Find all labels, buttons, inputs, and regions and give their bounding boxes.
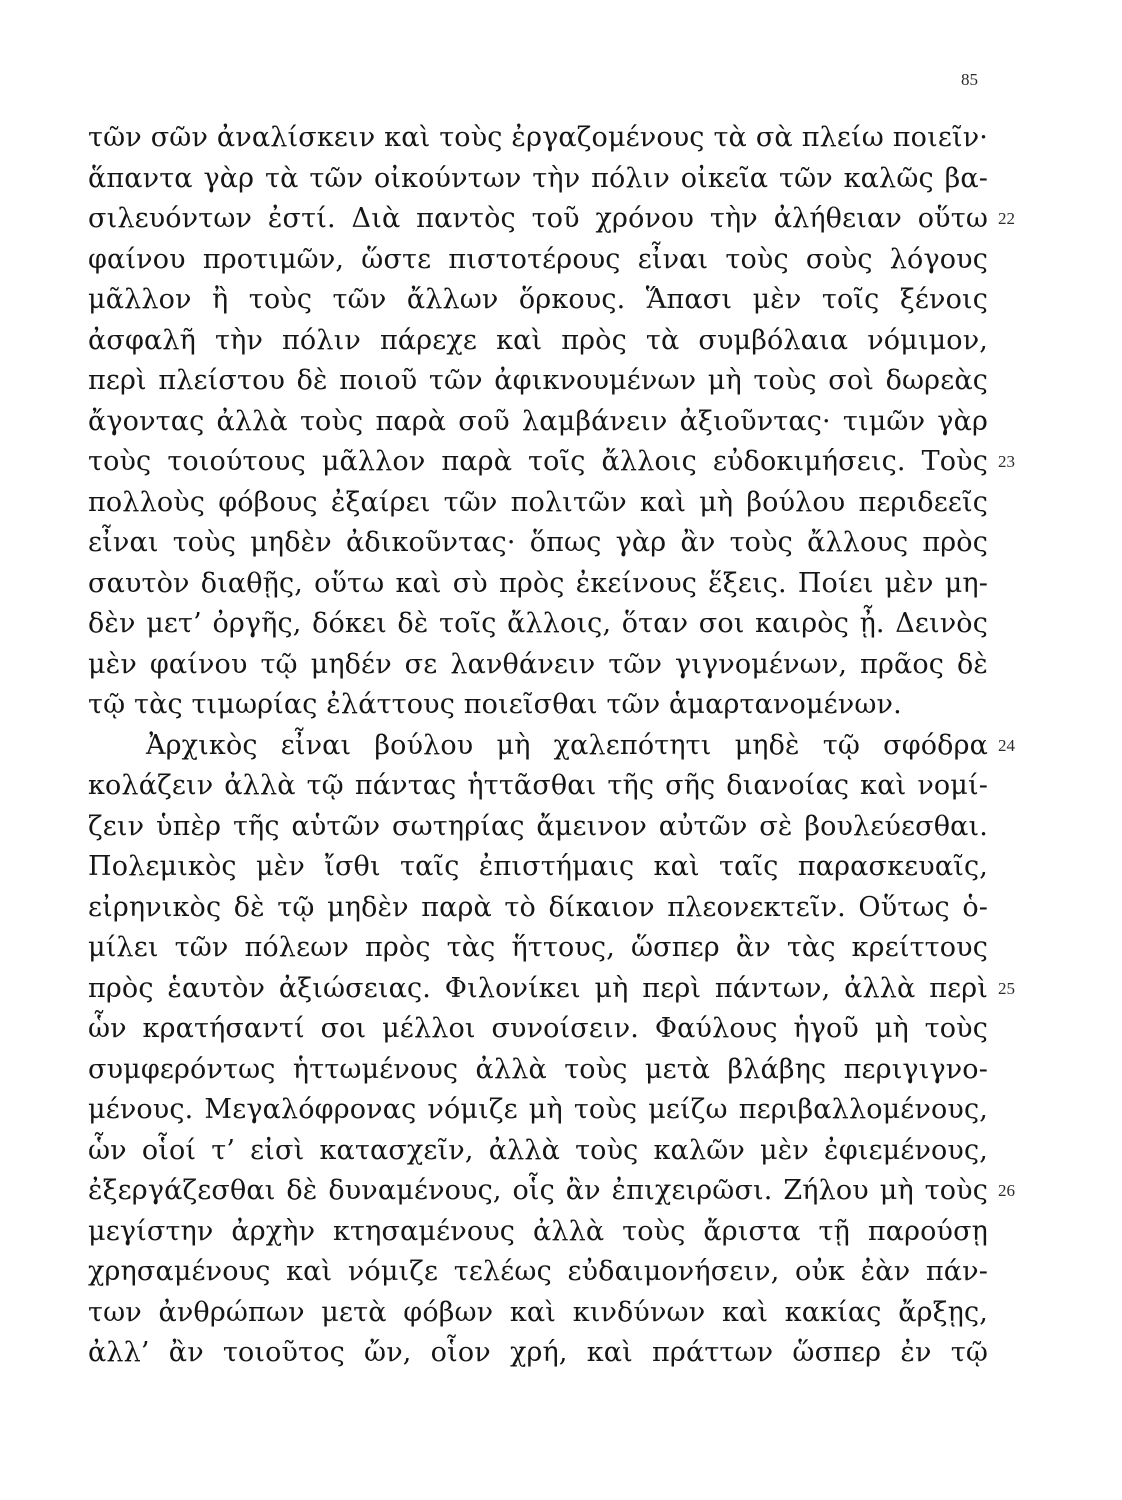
text-line-content: μὲν φαίνου τῷ μηδέν σε λανθάνειν τῶν γιγνομένων, πρᾶος δὲ — [88, 648, 988, 680]
text-line-content: μένους. Μεγαλόφρονας νόμιζε μὴ τοὺς μείζω περιβαλλομένους, — [88, 1094, 988, 1125]
text-line-content: ἐξεργάζεσθαι δὲ δυναμένους, οἷς ἂν ἐπιχειρῶσι. Ζήλου μὴ τοὺς — [88, 1175, 988, 1206]
text-line-content: μᾶλλον ἢ τοὺς τῶν ἄλλων ὅρκους. Ἅπασι μὲν τοῖς ξένοις — [88, 284, 988, 315]
text-line — [88, 523, 988, 564]
section-number: 23 — [998, 452, 1015, 471]
text-line-content: περὶ πλείστου δὲ ποιοῦ τῶν ἀφικνουμένων μὴ τοὺς σοὶ δωρεὰς — [88, 365, 988, 396]
section-number: 26 — [998, 1181, 1015, 1200]
text-line-content: ἅπαντα γὰρ τὰ τῶν οἰκούντων τὴν πόλιν οἰκεῖα τῶν καλῶς βα- — [88, 162, 988, 194]
text-line — [88, 847, 988, 888]
text-line-content: δὲν μετ’ ὀργῆς, δόκει δὲ τοῖς ἄλλοις, ὅταν σοι καιρὸς ᾖ. Δεινὸς — [88, 608, 988, 639]
text-line-content: συμφερόντως ἡττωμένους ἀλλὰ τοὺς μετὰ βλάβης περιγιγνο- — [88, 1053, 988, 1085]
text-line-content: Ἀρχικὸς εἶναι βούλου μὴ χαλεπότητι μηδὲ τῷ σφόδρα — [146, 729, 988, 761]
text-line-content: σαυτὸν διαθῇς, οὕτω καὶ σὺ πρὸς ἐκείνους ἕξεις. Ποίει μὲν μη- — [88, 567, 988, 599]
text-line-content: Πολεμικὸς μὲν ἴσθι ταῖς ἐπιστήμαις καὶ ταῖς παρασκευαῖς, — [88, 851, 988, 882]
section-number: 22 — [998, 209, 1015, 228]
text-line — [88, 240, 988, 281]
text-line — [88, 1171, 1015, 1212]
text-line — [88, 118, 988, 159]
page-number: 85 — [961, 70, 978, 89]
text-line — [88, 1090, 988, 1131]
text-line — [88, 1212, 988, 1253]
text-line — [88, 888, 988, 929]
text-line-content: πρὸς ἑαυτὸν ἀξιώσειας. Φιλονίκει μὴ περὶ πάντων, ἀλλὰ περὶ — [88, 972, 988, 1004]
text-line — [88, 807, 988, 848]
text-line-content: εἶναι τοὺς μηδὲν ἀδικοῦντας· ὅπως γὰρ ἂν τοὺς ἄλλους πρὸς — [88, 527, 988, 558]
text-line-content: ἀσφαλῆ τὴν πόλιν πάρεχε καὶ πρὸς τὰ συμβόλαια νόμιμον, — [88, 324, 988, 356]
text-line-content: των ἀνθρώπων μετὰ φόβων καὶ κινδύνων καὶ κακίας ἄρξῃς, — [88, 1296, 988, 1328]
text-line — [88, 1333, 988, 1374]
text-line-content: τῷ τὰς τιμωρίας ἐλάττους ποιεῖσθαι τῶν ἁμαρτανομένων. — [88, 689, 902, 720]
text-line-content: ὧν οἷοί τ’ εἰσὶ κατασχεῖν, ἀλλὰ τοὺς καλῶν μὲν ἐφιεμένους, — [88, 1134, 988, 1166]
text-line — [88, 361, 988, 402]
text-line — [88, 1009, 988, 1050]
text-line-content: πολλοὺς φόβους ἐξαίρει τῶν πολιτῶν καὶ μὴ βούλου περιδεεῖς — [88, 486, 988, 518]
text-line — [88, 159, 988, 200]
text-line-content: εἰρηνικὸς δὲ τῷ μηδὲν παρὰ τὸ δίκαιον πλεονεκτεῖν. Οὕτως ὁ- — [88, 891, 988, 923]
text-line — [88, 483, 988, 524]
section-number: 25 — [998, 978, 1015, 998]
section-number: 24 — [998, 735, 1015, 755]
text-line — [88, 1050, 988, 1091]
greek-text-body — [88, 118, 1015, 1374]
text-line-content: ἄγοντας ἀλλὰ τοὺς παρὰ σοῦ λαμβάνειν ἀξιοῦντας· τιμῶν γὰρ — [88, 405, 988, 437]
text-line-content: τῶν σῶν ἀναλίσκειν καὶ τοὺς ἐργαζομένους τὰ σὰ πλείω ποιεῖν· — [88, 122, 988, 153]
text-line — [88, 685, 988, 726]
text-line — [88, 928, 988, 969]
text-line-content: φαίνου προτιμῶν, ὥστε πιστοτέρους εἶναι τοὺς σοὺς λόγους — [88, 243, 988, 275]
text-line-content: ζειν ὑπὲρ τῆς αὑτῶν σωτηρίας ἄμεινον αὐτῶν σὲ βουλεύεσθαι. — [88, 810, 988, 842]
text-line — [88, 1131, 988, 1172]
text-line — [88, 442, 1015, 483]
text-line-content: μεγίστην ἀρχὴν κτησαμένους ἀλλὰ τοὺς ἄριστα τῇ παρούσῃ — [88, 1215, 988, 1247]
text-line-content: σιλευόντων ἐστί. Διὰ παντὸς τοῦ χρόνου τὴν ἀλήθειαν οὕτω — [88, 203, 988, 234]
text-line — [88, 604, 988, 645]
text-line-content: ὧν κρατήσαντί σοι μέλλοι συνοίσειν. Φαύλους ἡγοῦ μὴ τοὺς — [88, 1013, 988, 1044]
text-line-content: μίλει τῶν πόλεων πρὸς τὰς ἥττους, ὥσπερ ἂν τὰς κρείττους — [88, 932, 988, 963]
text-line-content: ἀλλ’ ἂν τοιοῦτος ὤν, οἷον χρή, καὶ πράττων ὥσπερ ἐν τῷ — [88, 1337, 988, 1368]
text-line — [88, 1293, 988, 1334]
text-line — [88, 766, 988, 807]
text-line-content: τοὺς τοιούτους μᾶλλον παρὰ τοῖς ἄλλοις εὐδοκιμήσεις. Τοὺς — [88, 446, 988, 477]
text-line — [88, 199, 1015, 240]
text-line — [88, 321, 988, 362]
text-line — [88, 726, 1015, 767]
text-line — [88, 402, 988, 443]
text-line — [88, 280, 988, 321]
text-line — [88, 645, 988, 686]
text-line — [88, 564, 988, 605]
text-line-content: κολάζειν ἀλλὰ τῷ πάντας ἡττᾶσθαι τῆς σῆς διανοίας καὶ νομί- — [88, 770, 988, 801]
text-line — [88, 1252, 988, 1293]
text-line-content: χρησαμένους καὶ νόμιζε τελέως εὐδαιμονήσειν, οὐκ ἐὰν πάν- — [88, 1256, 988, 1287]
text-line — [88, 969, 1015, 1010]
